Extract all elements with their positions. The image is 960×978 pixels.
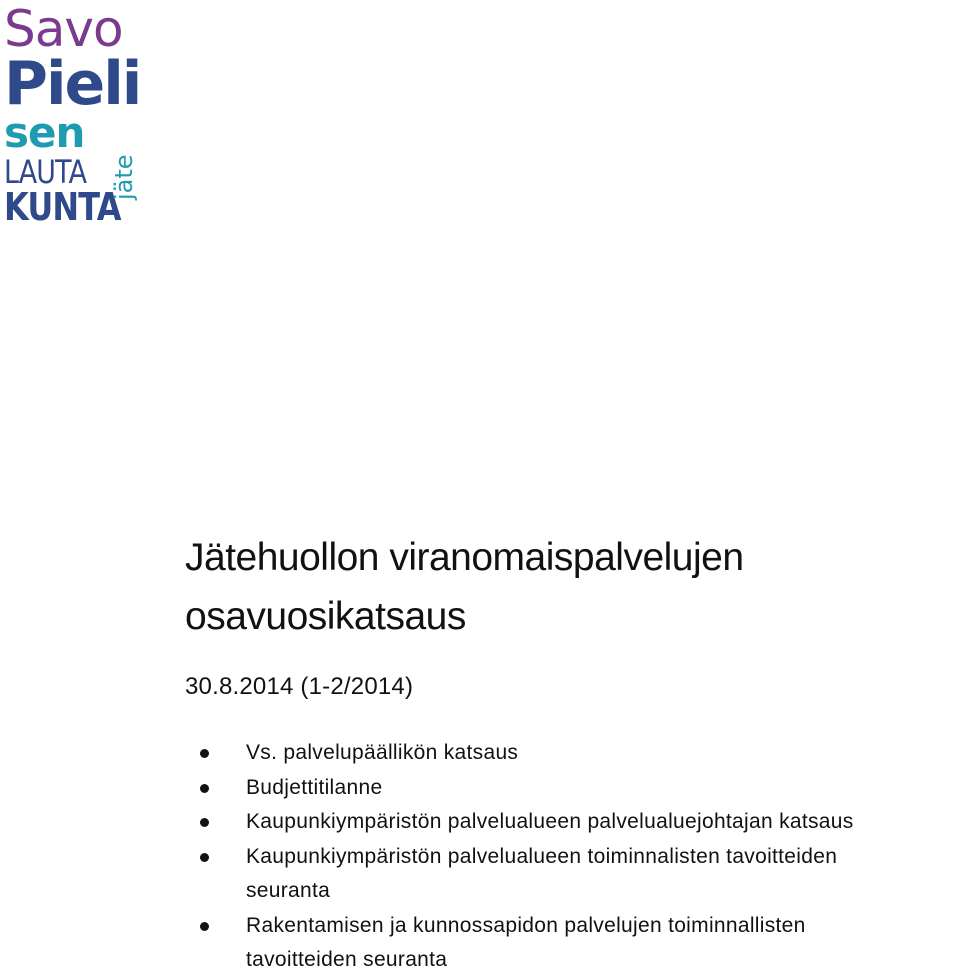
list-item-text: Kaupunkiympäristön palvelualueen palvelualuejohtajan katsaus bbox=[246, 810, 854, 833]
bullet-icon bbox=[200, 749, 209, 758]
list-item-text-line-2: seuranta bbox=[246, 879, 331, 902]
logo-savo: Savo bbox=[4, 0, 123, 58]
logo-kunta: KUNTA bbox=[4, 185, 121, 229]
document-title bbox=[185, 528, 945, 646]
logo-pieli: Pieli bbox=[4, 49, 141, 119]
logo-jate: jäte bbox=[110, 154, 138, 200]
document-date: 30.8.2014 (1-2/2014) bbox=[185, 673, 414, 700]
list-item-text-line-2: tavoitteiden seuranta bbox=[246, 948, 448, 971]
bullet-icon bbox=[200, 818, 209, 827]
list-item-text-line-1: Kaupunkiympäristön palvelualueen toiminnalisten tavoitteiden bbox=[246, 844, 838, 868]
logo-sen: sen bbox=[4, 108, 85, 157]
title-line-2: osavuosikatsaus bbox=[185, 595, 466, 638]
organization-logo bbox=[4, 0, 144, 229]
list-item-text: Vs. palvelupäällikön katsaus bbox=[246, 741, 519, 764]
list-item bbox=[0, 805, 960, 840]
list-item-text-line-1: Rakentamisen ja kunnossapidon palvelujen toiminnallisten bbox=[246, 913, 806, 937]
list-item-text: Budjettitilanne bbox=[246, 775, 383, 799]
list-item bbox=[0, 840, 960, 909]
contents-list bbox=[0, 736, 960, 978]
bullet-icon bbox=[200, 922, 209, 931]
bullet-icon bbox=[200, 853, 209, 862]
logo-lauta: LAUTA bbox=[4, 153, 87, 191]
list-item bbox=[0, 909, 960, 978]
list-item bbox=[0, 771, 960, 806]
title-line-1: Jätehuollon viranomaispalvelujen bbox=[185, 536, 744, 579]
bullet-icon bbox=[200, 784, 209, 793]
list-item bbox=[0, 736, 960, 771]
